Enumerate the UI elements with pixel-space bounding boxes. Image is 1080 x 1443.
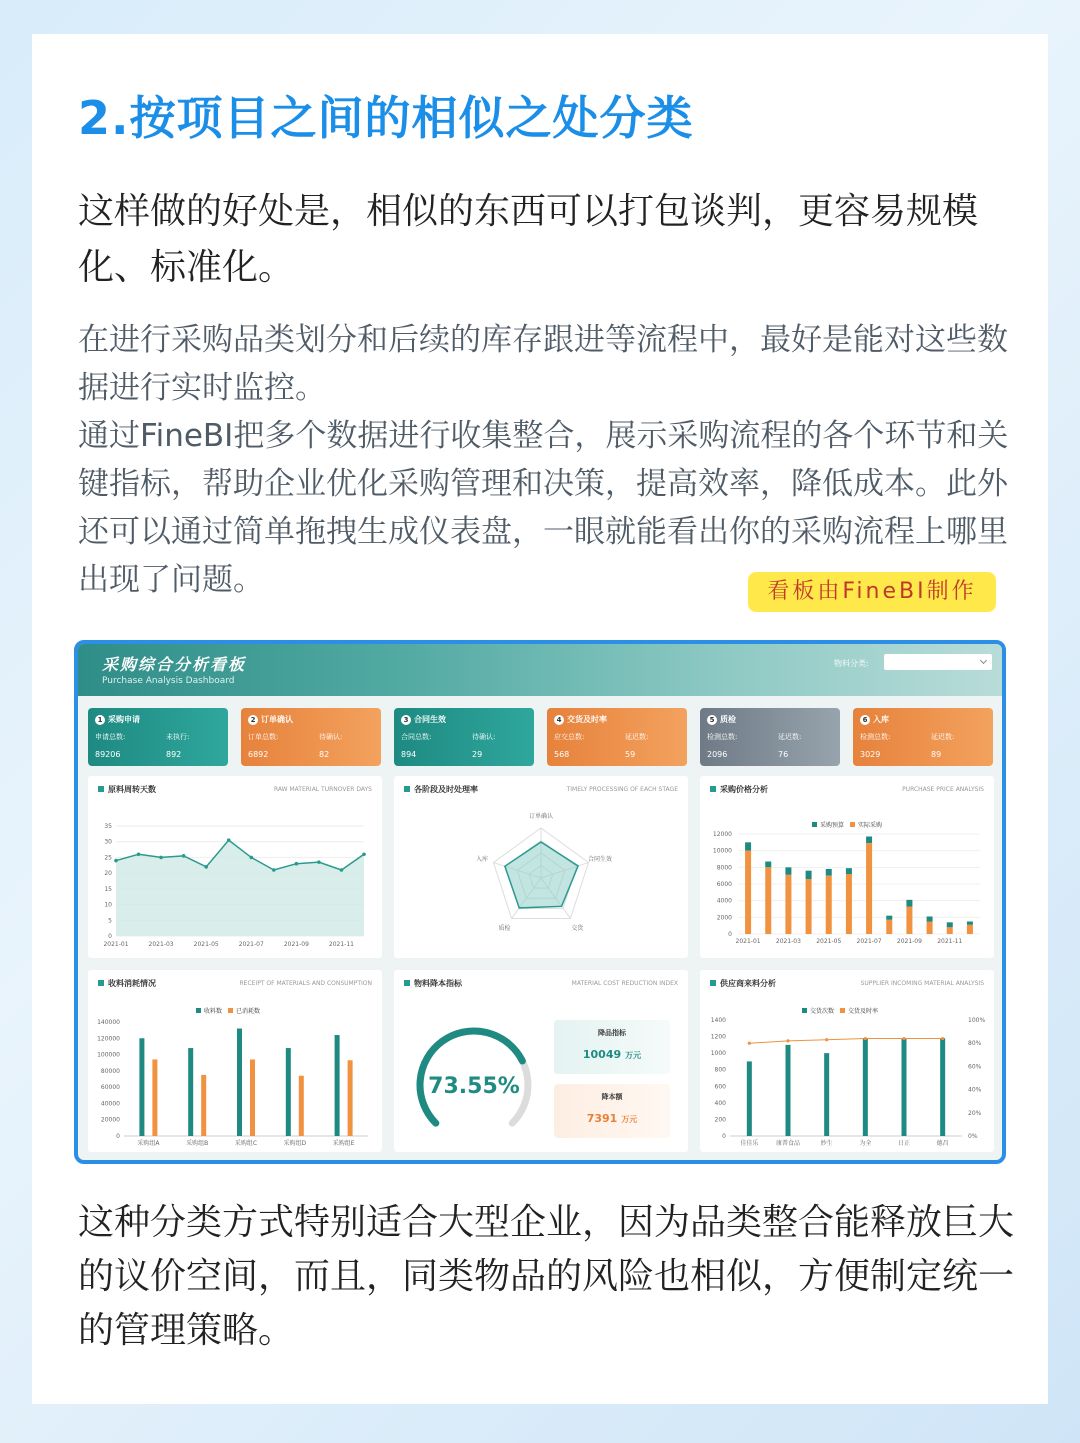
legend-label: 已消耗数: [236, 1008, 261, 1015]
legend-swatch: [840, 1008, 845, 1013]
bar-budget: [886, 916, 892, 920]
kpi-value-2: 82: [319, 750, 330, 759]
panel-subtitle: TIMELY PROCESSING OF EACH STAGE: [566, 786, 678, 793]
kpi-number: 4: [554, 715, 564, 725]
legend-swatch: [228, 1008, 233, 1013]
y-tick-label: 10: [104, 901, 112, 909]
data-point: [204, 865, 208, 869]
y-tick-label: 20: [104, 870, 112, 878]
bar-budget: [967, 922, 973, 925]
panel-subtitle: RAW MATERIAL TURNOVER DAYS: [273, 786, 372, 793]
bar-received: [237, 1029, 242, 1136]
legend-label: 采购预算: [820, 822, 845, 829]
data-point: [362, 852, 366, 856]
x-tick-label: 2021-01: [735, 938, 761, 945]
bar-actual: [806, 879, 812, 934]
legend-label: 收料数: [204, 1008, 223, 1015]
y-tick-label: 600: [714, 1083, 726, 1091]
material-filter-select[interactable]: [884, 654, 992, 670]
kpi-label-2: 延迟数:: [931, 733, 955, 741]
bar-received: [286, 1048, 291, 1136]
kpi-value-1: 2096: [707, 750, 728, 759]
page-title: 2.按项目之间的相似之处分类: [78, 91, 694, 145]
y-tick-label: 6000: [716, 881, 732, 888]
kpi-label-1: 应交总数:: [554, 733, 585, 741]
y-tick-label: 35: [104, 823, 112, 830]
y-tick-label: 40000: [100, 1100, 120, 1108]
bar-consumed: [152, 1059, 157, 1136]
kpi-title: [707, 714, 736, 725]
y2-tick-label: 80%: [968, 1040, 982, 1048]
bar-deliveries: [824, 1053, 829, 1136]
data-point: [249, 856, 253, 860]
radar-axis-label: 订单确认: [528, 813, 554, 820]
bar-actual: [846, 874, 852, 934]
bar-consumed: [348, 1060, 353, 1136]
kpi-card: [547, 708, 687, 766]
paragraph-2: 通过FineBI把多个数据进行收集整合，展示采购流程的各个环节和关键指标，帮助企业优化采购管理和决策，提高效率，降低成本。此外还可以通过简单拖拽生成仪表盘，一眼就能看出你的采购流程上哪里出现了问题。: [78, 418, 1009, 598]
on-time-rate-point: [748, 1042, 751, 1045]
data-point: [159, 856, 163, 860]
dashboard-subtitle: Purchase Analysis Dashboard: [102, 676, 235, 686]
kpi-label-2: 延迟数:: [778, 733, 802, 741]
x-tick-label: 佳佳乐: [740, 1140, 759, 1147]
radar-axis-label: 质检: [498, 925, 511, 933]
x-tick-label: 2021-07: [238, 941, 264, 948]
source-tag: 看板由FineBI制作: [748, 572, 996, 612]
kpi-label-2: 待确认:: [319, 733, 343, 741]
legend-label: 交货次数: [810, 1008, 835, 1015]
kpi-card: [88, 708, 228, 766]
bar-actual: [927, 922, 933, 935]
y-tick-label: 120000: [97, 1035, 120, 1043]
kpi-label-2: 待确认:: [472, 733, 496, 741]
panel-receipt-consumption: [88, 970, 382, 1152]
bar-budget: [947, 922, 953, 927]
kpi-card: [241, 708, 381, 766]
panel-cost-reduction: [394, 970, 688, 1152]
kpi-name: 质检: [720, 715, 736, 724]
x-tick-label: 2021-05: [816, 938, 842, 945]
panel-turnover: [88, 776, 382, 958]
closing-text: 这种分类方式特别适合大型企业，因为品类整合能释放巨大的议价空间，而且，同类物品的风险也相似，方便制定统一的管理策略。: [78, 1202, 1015, 1351]
y-tick-label: 12000: [712, 831, 732, 838]
y-tick-label: 4000: [716, 897, 732, 905]
cost-target-label: 降品指标: [598, 1029, 626, 1037]
kpi-card: [853, 708, 993, 766]
x-tick-label: 2021-05: [193, 941, 219, 948]
kpi-value-1: 894: [401, 750, 417, 759]
legend-label: 交货及时率: [848, 1008, 879, 1015]
legend-swatch: [812, 822, 817, 827]
x-tick-label: 为全: [859, 1140, 872, 1147]
y2-tick-label: 0%: [968, 1133, 978, 1140]
panel-subtitle: SUPPLIER INCOMING MATERIAL ANALYSIS: [860, 980, 984, 987]
y-tick-label: 0: [116, 1133, 120, 1140]
y-tick-label: 800: [714, 1066, 726, 1074]
y-tick-label: 60000: [100, 1084, 120, 1092]
cost-target-value: 10049: [582, 1048, 622, 1061]
y2-tick-label: 40%: [968, 1086, 982, 1094]
bar-deliveries: [940, 1038, 945, 1136]
x-tick-label: 2021-11: [328, 941, 354, 948]
kpi-card: [700, 708, 840, 766]
radar-area: [505, 842, 578, 908]
data-point: [137, 852, 141, 856]
panel-title: 采购价格分析: [710, 784, 768, 795]
panel-subtitle: MATERIAL COST REDUCTION INDEX: [571, 980, 678, 987]
bar-budget: [846, 868, 852, 874]
kpi-value-2: 29: [472, 750, 483, 759]
bar-consumed: [250, 1059, 255, 1136]
area-fill: [116, 840, 364, 936]
kpi-value-1: 568: [554, 750, 570, 759]
kpi-label-2: 延迟数:: [625, 733, 649, 741]
kpi-title: [95, 714, 140, 725]
y-tick-label: 1000: [710, 1050, 726, 1058]
bar-actual: [906, 907, 912, 935]
x-tick-label: 2021-01: [103, 941, 129, 948]
panel-supplier-analysis: [700, 970, 994, 1152]
x-tick-label: 日正: [897, 1140, 911, 1147]
y-tick-label: 80000: [100, 1067, 120, 1075]
radar-axis-label: 合同生效: [587, 855, 612, 863]
kpi-number: 1: [95, 715, 105, 725]
bar-actual: [967, 925, 973, 934]
bar-budget: [745, 842, 751, 850]
bar-deliveries: [786, 1045, 791, 1136]
y2-tick-label: 20%: [968, 1109, 982, 1117]
kpi-label-1: 申请总数:: [95, 733, 126, 741]
kpi-label-1: 合同总数:: [401, 733, 432, 741]
y2-tick-label: 100%: [968, 1017, 986, 1024]
lead-text: 这样做的好处是，相似的东西可以打包谈判，更容易规模化、标准化。: [78, 191, 979, 288]
kpi-label-2: 未执行:: [166, 733, 190, 741]
x-tick-label: 2021-09: [283, 941, 309, 948]
x-tick-label: 采购组A: [137, 1140, 160, 1147]
data-point: [317, 860, 321, 864]
x-tick-label: 采购组C: [234, 1140, 258, 1147]
kpi-number: 5: [707, 715, 717, 725]
on-time-rate-point: [902, 1037, 905, 1040]
bar-budget: [927, 917, 933, 922]
panel-price-analysis: [700, 776, 994, 958]
data-point: [182, 854, 186, 858]
y2-tick-label: 60%: [968, 1063, 982, 1071]
kpi-label-1: 订单总数:: [248, 733, 279, 741]
kpi-value-2: 59: [625, 750, 636, 759]
kpi-value-2: 89: [931, 750, 942, 759]
bar-budget: [826, 869, 832, 876]
y-tick-label: 400: [714, 1099, 726, 1107]
kpi-title: [248, 714, 293, 725]
on-time-rate-point: [825, 1038, 828, 1041]
dashboard-screenshot: [74, 640, 1006, 1164]
y-tick-label: 20000: [100, 1116, 120, 1124]
x-tick-label: 2021-09: [896, 938, 922, 945]
legend-label: 实际采购: [858, 822, 883, 829]
bar-actual: [785, 875, 791, 934]
data-point: [295, 862, 299, 866]
bar-received: [188, 1048, 193, 1136]
kpi-label-1: 检测总数:: [707, 733, 738, 741]
kpi-title: [860, 714, 889, 725]
dashboard-title: 采购综合分析看板: [102, 655, 247, 674]
data-point: [272, 868, 276, 872]
kpi-number: 2: [248, 715, 258, 725]
data-point: [114, 859, 118, 863]
y-tick-label: 100000: [97, 1051, 120, 1059]
x-tick-label: 采购组B: [186, 1140, 209, 1147]
kpi-value-1: 6892: [248, 750, 269, 759]
kpi-name: 交货及时率: [567, 715, 607, 724]
cost-reduction-value: 7391: [586, 1112, 618, 1125]
y-tick-label: 200: [714, 1116, 726, 1124]
y-tick-label: 15: [104, 885, 112, 893]
content-card: [32, 34, 1048, 1404]
on-time-rate-point: [941, 1037, 944, 1040]
kpi-value-2: 892: [166, 750, 182, 759]
x-tick-label: 2021-03: [775, 938, 801, 945]
bar-actual: [886, 920, 892, 934]
y-tick-label: 0: [108, 933, 112, 940]
y-tick-label: 1400: [710, 1017, 726, 1024]
bar-budget: [866, 837, 872, 844]
x-tick-label: 采购组E: [332, 1140, 355, 1147]
y-tick-label: 140000: [97, 1019, 120, 1026]
kpi-label-1: 检测总数:: [860, 733, 891, 741]
bar-actual: [866, 843, 872, 934]
y-tick-label: 10000: [712, 847, 732, 855]
y-tick-label: 25: [104, 854, 112, 862]
legend-swatch: [850, 822, 855, 827]
cost-target-card: [554, 1020, 670, 1074]
cost-reduction-card: [554, 1084, 670, 1138]
kpi-name: 合同生效: [414, 715, 446, 724]
panel-title: 各阶段及时处理率: [404, 784, 478, 795]
x-tick-label: 2021-03: [148, 941, 174, 948]
kpi-number: 3: [401, 715, 411, 725]
kpi-name: 入库: [873, 715, 889, 724]
bar-budget: [806, 871, 812, 879]
x-tick-label: 妙生: [820, 1140, 833, 1147]
cost-reduction-unit: 万元: [621, 1115, 638, 1124]
bar-deliveries: [902, 1038, 907, 1136]
x-tick-label: 2021-11: [937, 938, 963, 945]
paragraph-1: 在进行采购品类划分和后续的库存跟进等流程中，最好是能对这些数据进行实时监控。: [78, 322, 1008, 406]
dashboard-header: [78, 644, 1002, 696]
radar-axis-label: 交货: [571, 925, 584, 933]
bar-budget: [785, 867, 791, 875]
y-tick-label: 8000: [716, 864, 732, 872]
bar-budget: [765, 862, 771, 868]
data-point: [340, 868, 344, 872]
bar-actual: [745, 851, 751, 934]
kpi-value-1: 89206: [95, 750, 121, 759]
bar-consumed: [299, 1076, 304, 1136]
kpi-name: 订单确认: [261, 715, 293, 724]
legend-swatch: [802, 1008, 807, 1013]
y-tick-label: 30: [104, 838, 112, 846]
filter-label: 物料分类:: [834, 659, 869, 668]
panel-subtitle: RECEIPT OF MATERIALS AND CONSUMPTION: [239, 980, 372, 987]
kpi-title: [401, 714, 446, 725]
y-tick-label: 0: [722, 1133, 726, 1140]
y-tick-label: 0: [728, 931, 732, 938]
kpi-card: [394, 708, 534, 766]
kpi-value-1: 3029: [860, 750, 881, 759]
bar-actual: [765, 867, 771, 934]
bar-actual: [826, 876, 832, 934]
kpi-title: [554, 714, 607, 725]
y-tick-label: 5: [108, 917, 112, 925]
kpi-number: 6: [860, 715, 870, 725]
bar-consumed: [201, 1075, 206, 1136]
panel-title: 收料消耗情况: [98, 978, 156, 989]
x-tick-label: 采购组D: [283, 1140, 307, 1147]
cost-reduction-label: 降本额: [601, 1093, 623, 1101]
panel-processing-rate: [394, 776, 688, 958]
radar-axis-label: 入库: [476, 855, 489, 863]
x-tick-label: 德昌: [936, 1140, 949, 1147]
bar-deliveries: [747, 1061, 752, 1136]
panel-title: 物料降本指标: [404, 978, 462, 989]
bar-actual: [947, 927, 953, 934]
data-point: [227, 838, 231, 842]
bar-received: [335, 1035, 340, 1136]
x-tick-label: 康普食品: [775, 1140, 801, 1147]
bar-budget: [906, 900, 912, 907]
on-time-rate-point: [786, 1039, 789, 1042]
y-tick-label: 2000: [716, 914, 732, 922]
bar-deliveries: [863, 1038, 868, 1136]
kpi-value-2: 76: [778, 750, 789, 759]
on-time-rate-point: [864, 1037, 867, 1040]
panel-subtitle: PURCHASE PRICE ANALYSIS: [902, 786, 984, 793]
on-time-rate-line: [749, 1039, 942, 1044]
panel-title: 供应商来料分析: [710, 978, 776, 989]
x-tick-label: 2021-07: [856, 938, 882, 945]
y-tick-label: 1200: [710, 1033, 726, 1041]
legend-swatch: [196, 1008, 201, 1013]
cost-target-unit: 万元: [625, 1051, 642, 1060]
panel-title: 原料周转天数: [98, 784, 156, 795]
bar-received: [139, 1038, 144, 1136]
gauge-value: 73.55%: [428, 1074, 520, 1099]
kpi-name: 采购申请: [108, 715, 140, 724]
